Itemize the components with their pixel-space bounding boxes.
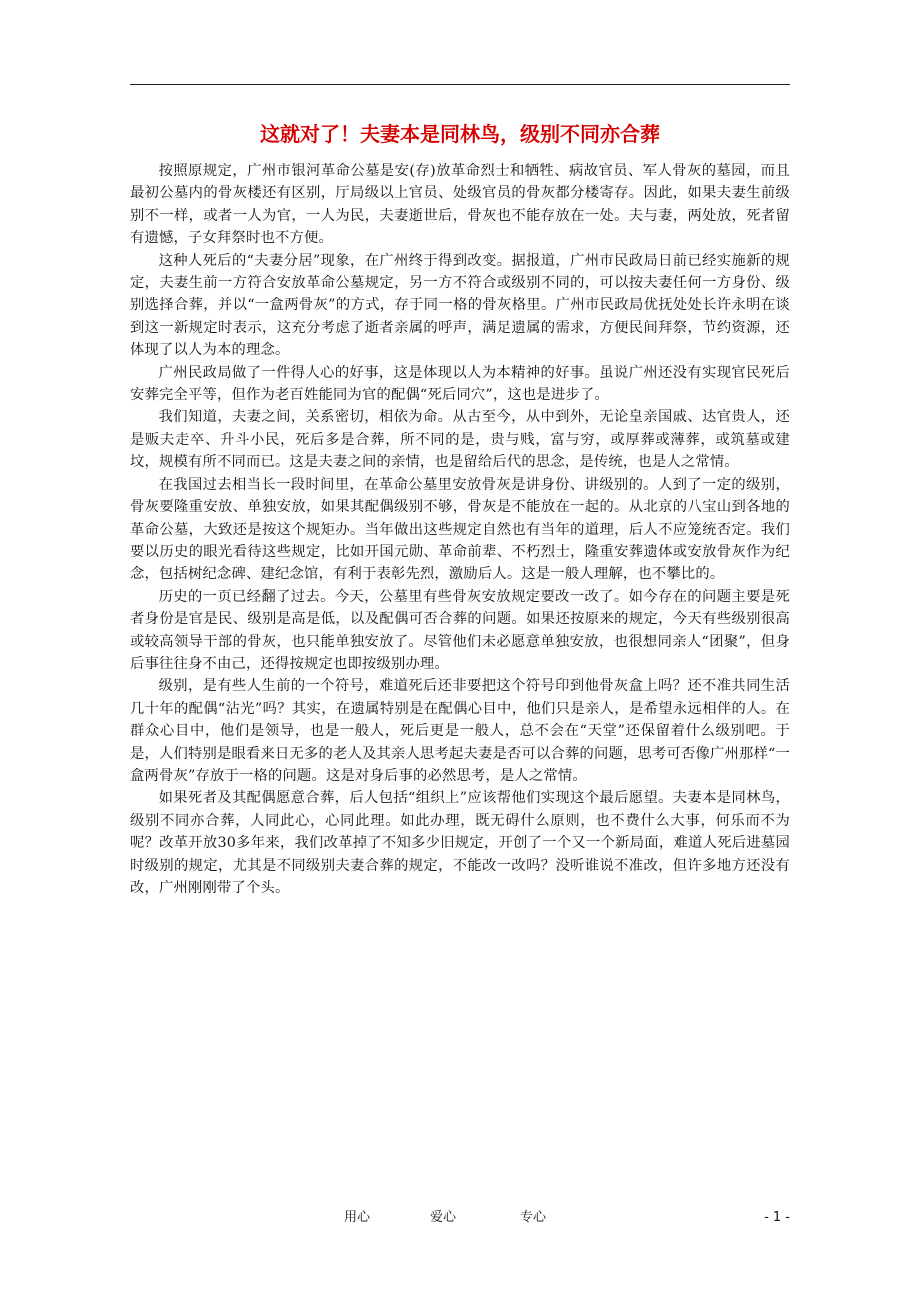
footer-motto-1: 用心 — [344, 1210, 371, 1225]
paragraph: 在我国过去相当长一段时间里，在革命公墓里安放骨灰是讲身份、讲级别的。人到了一定的级别，骨灰要隆重安放、单独安放，如果其配偶级别不够，骨灰是不能放在一起的。从北京的八宝山到各地的革命公墓，大致还是按这个规矩办。当年做出这些规定自然也有当年的道理，后人不应笼统否定。我们要以历史的眼光看待这些规定，比如开国元勋、革命前辈、不朽烈士，隆重安葬遗体或安放骨灰作为纪念，包括树纪念碑、建纪念馆，有利于表彰先烈，激励后人。这是一般人理解，也不攀比的。 — [130, 476, 790, 583]
header-rule — [130, 84, 790, 85]
paragraph: 级别，是有些人生前的一个符号，难道死后还非要把这个符号印到他骨灰盒上吗？还不准共同生活几十年的配偶“沾光”吗？其实，在遗属特别是在配偶心目中，他们只是亲人，是希望永远相伴的人。在群众心目中，他们是领导，也是一般人，死后更是一般人，总不会在“天堂”还保留着什么级别吧。于是，人们特别是眼看来日无多的老人及其亲人思考起夫妻是否可以合葬的问题，思考可否像广州那样“一盒两骨灰”存放于一格的问题。这是对身后事的必然思考，是人之常情。 — [130, 678, 790, 784]
paragraph: 按照原规定，广州市银河革命公墓是安(存)放革命烈士和牺牲、病故官员、军人骨灰的墓园，而且最初公墓内的骨灰楼还有区别，厅局级以上官员、处级官员的骨灰都分楼寄存。因此，如果夫妻生前级别不一样，或者一人为官，一人为民，夫妻逝世后，骨灰也不能存放在一处。夫与妻，两处放，死者留有遗憾，子女拜祭时也不方便。 — [130, 163, 790, 247]
document-title: 这就对了！夫妻本是同林鸟，级别不同亦合葬 — [260, 122, 660, 146]
paragraph: 历史的一页已经翻了过去。今天，公墓里有些骨灰安放规定要改一改了。如今存在的问题主要是死者身份是官是民、级别是高是低，以及配偶可否合葬的问题。如果还按原来的规定，今天有些级别很高或较高领导干部的骨灰，也只能单独安放了。尽管他们未必愿意单独安放，也很想同亲人“团聚”，但身后事往往身不由己，还得按规定也即按级别办理。 — [130, 588, 790, 672]
page-number: - 1 - — [764, 1210, 790, 1225]
document-body — [130, 160, 790, 899]
paragraph: 我们知道，夫妻之间，关系密切，相依为命。从古至今，从中到外，无论皇亲国戚、达官贵人，还是贩夫走卒、升斗小民，死后多是合葬，所不同的是，贵与贱，富与穷，或厚葬或薄葬，或筑墓或建坟，规模有所不同而已。这是夫妻之间的亲情，也是留给后代的思念，是传统，也是人之常情。 — [130, 409, 790, 471]
paragraph: 如果死者及其配偶愿意合葬，后人包括“组织上”应该帮他们实现这个最后愿望。夫妻本是同林鸟，级别不同亦合葬，人同此心，心同此理。如此办理，既无碍什么原则，也不费什么大事，何乐而不为呢？改革开放30多年来，我们改革掉了不知多少旧规定，开创了一个又一个新局面，难道人死后进墓园时级别的规定，尤其是不同级别夫妻合葬的规定，不能改一改吗？没听谁说不准改，但许多地方还没有改，广州刚刚带了个头。 — [130, 790, 790, 896]
footer-motto-2: 爱心 — [430, 1210, 457, 1225]
footer-motto-3: 专心 — [520, 1210, 547, 1225]
paragraph: 这种人死后的“夫妻分居”现象，在广州终于得到改变。据报道，广州市民政局日前已经实施新的规定，夫妻生前一方符合安放革命公墓规定，另一方不符合或级别不同的，可以按夫妻任何一方身份、级别选择合葬，并以“一盒两骨灰”的方式，存于同一格的骨灰格里。广州市民政局优抚处处长许永明在谈到这一新规定时表示，这充分考虑了逝者亲属的呼声，满足遗属的需求，方便民间拜祭，节约资源，还体现了以人为本的理念。 — [130, 252, 790, 359]
page-footer — [130, 1206, 790, 1230]
paragraph: 广州民政局做了一件得人心的好事，这是体现以人为本精神的好事。虽说广州还没有实现官民死后安葬完全平等，但作为老百姓能同为官的配偶“死后同穴”，这也是进步了。 — [130, 364, 790, 404]
